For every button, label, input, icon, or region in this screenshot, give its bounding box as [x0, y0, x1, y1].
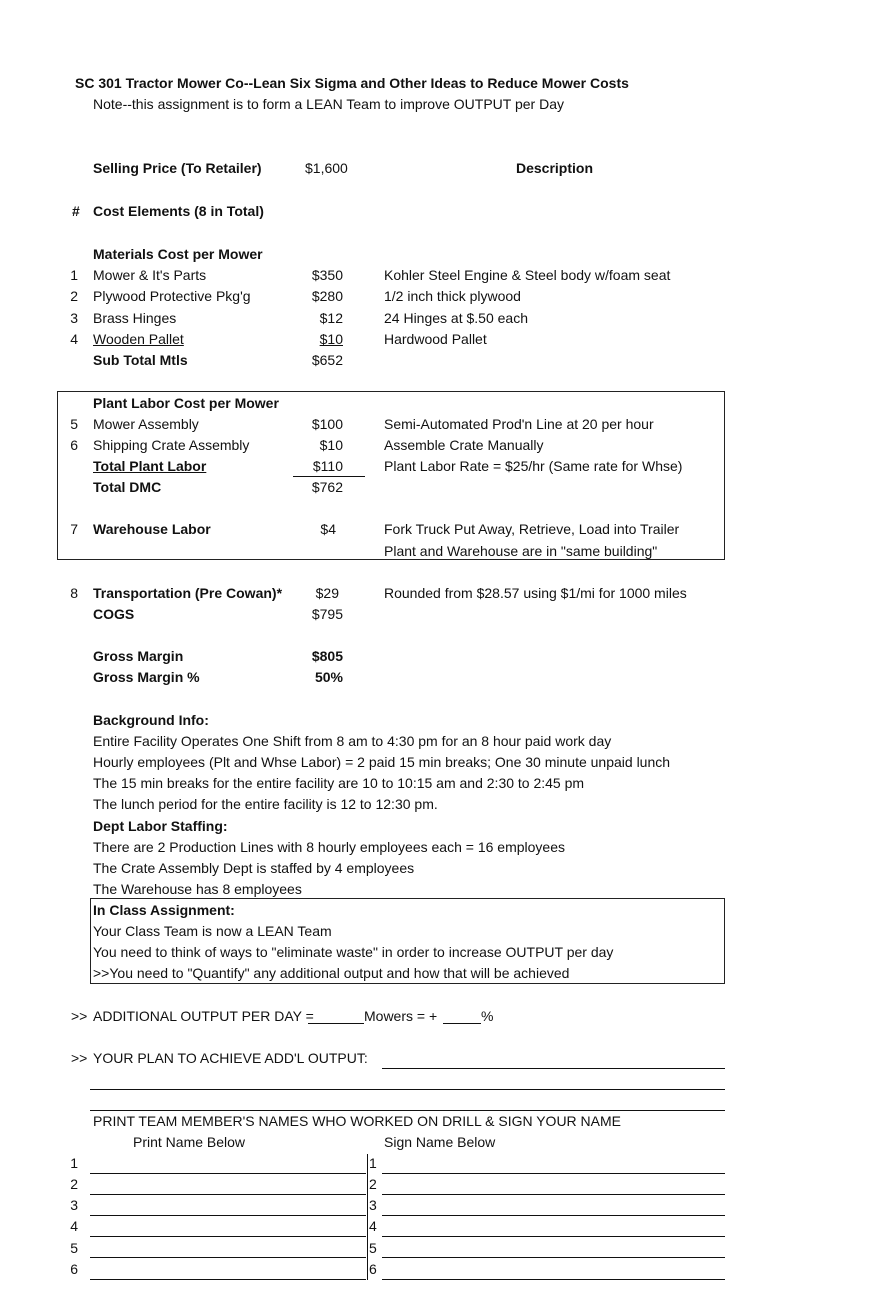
warehouse-labor-description: Fork Truck Put Away, Retrieve, Load into Trailer: [384, 521, 680, 537]
background-line: The lunch period for the entire facility is 12 to 12:30 pm.: [93, 796, 438, 812]
print-row-number: 5: [70, 1240, 78, 1256]
cost-item-label: Shipping Crate Assembly: [93, 437, 250, 453]
total-plant-labor-label: Total Plant Labor: [93, 458, 207, 474]
labor-header: Plant Labor Cost per Mower: [93, 395, 279, 411]
cost-item-description: 24 Hinges at $.50 each: [384, 310, 528, 326]
print-row-number: 1: [70, 1155, 78, 1171]
print-row-number: 2: [70, 1176, 78, 1192]
print-row-number: 6: [70, 1261, 78, 1277]
print-name-label: Print Name Below: [133, 1134, 246, 1150]
total-underline: [293, 476, 365, 477]
row-number: 3: [70, 310, 78, 326]
cost-item-label: Plywood Protective Pkg'g: [93, 288, 251, 304]
warehouse-labor-description-2: Plant and Warehouse are in "same building": [384, 543, 658, 559]
cost-item-value: $350: [311, 267, 343, 283]
sign-name-line[interactable]: [382, 1194, 725, 1195]
print-row-number: 4: [70, 1218, 78, 1234]
gross-margin-value: $805: [311, 648, 343, 664]
additional-output-label: ADDITIONAL OUTPUT PER DAY =: [93, 1008, 314, 1024]
gross-margin-label: Gross Margin: [93, 648, 184, 664]
plan-label: YOUR PLAN TO ACHIEVE ADD'L OUTPUT:: [93, 1050, 368, 1066]
row-number: 6: [70, 437, 78, 453]
page-note: Note--this assignment is to form a LEAN Team to improve OUTPUT per Day: [93, 96, 564, 112]
row-number: 7: [70, 521, 78, 537]
sign-name-line[interactable]: [382, 1173, 725, 1174]
background-line: The 15 min breaks for the entire facility are 10 to 10:15 am and 2:30 to 2:45 pm: [93, 775, 585, 791]
cost-item-value: $10: [319, 437, 343, 453]
description-header: Description: [516, 160, 594, 176]
row-number: 1: [70, 267, 78, 283]
print-name-line[interactable]: [90, 1215, 366, 1216]
sign-name-line[interactable]: [382, 1279, 725, 1280]
print-name-line[interactable]: [90, 1236, 366, 1237]
cost-elements-header: Cost Elements (8 in Total): [93, 203, 264, 219]
cogs-value: $795: [311, 606, 343, 622]
sign-row-number: 5: [369, 1240, 377, 1256]
sign-row-number: 4: [369, 1218, 377, 1234]
cost-item-label: Wooden Pallet: [93, 331, 184, 347]
plan-line[interactable]: [90, 1089, 725, 1090]
selling-price-value: $1,600: [305, 160, 348, 176]
transportation-label: Transportation (Pre Cowan)*: [93, 585, 283, 601]
staffing-line: The Warehouse has 8 employees: [93, 881, 302, 897]
cost-item-label: Brass Hinges: [93, 310, 177, 326]
print-name-line[interactable]: [90, 1194, 366, 1195]
background-line: Hourly employees (Plt and Whse Labor) = 2 paid 15 min breaks; One 30 minute unpaid lunch: [93, 754, 671, 770]
total-plant-labor-description: Plant Labor Rate = $25/hr (Same rate for Whse): [384, 458, 683, 474]
subtotal-materials-label: Sub Total Mtls: [93, 352, 188, 368]
warehouse-labor-value: $4: [320, 521, 336, 537]
assignment-line: >>You need to "Quantify" any additional output and how that will be achieved: [93, 965, 570, 981]
sign-row-number: 1: [369, 1155, 377, 1171]
hash-header: #: [72, 203, 80, 219]
plan-line[interactable]: [382, 1068, 725, 1069]
row-number: 2: [70, 288, 78, 304]
plan-line[interactable]: [90, 1110, 725, 1111]
sign-row-number: 2: [369, 1176, 377, 1192]
transportation-description: Rounded from $28.57 using $1/mi for 1000 miles: [384, 585, 687, 601]
percent-sign: %: [481, 1008, 494, 1024]
signature-divider: [367, 1154, 368, 1280]
page-title: SC 301 Tractor Mower Co--Lean Six Sigma and Other Ideas to Reduce Mower Costs: [75, 75, 629, 91]
signatures-header: PRINT TEAM MEMBER'S NAMES WHO WORKED ON DRILL & SIGN YOUR NAME: [93, 1113, 622, 1129]
cost-item-label: Mower Assembly: [93, 416, 199, 432]
additional-output-blank[interactable]: [308, 1023, 364, 1024]
gross-margin-pct-label: Gross Margin %: [93, 669, 200, 685]
staffing-header: Dept Labor Staffing:: [93, 818, 228, 834]
row-number: 4: [70, 331, 78, 347]
background-line: Entire Facility Operates One Shift from 8 am to 4:30 pm for an 8 hour paid work day: [93, 733, 612, 749]
cost-item-value: $100: [311, 416, 343, 432]
assignment-line: You need to think of ways to "eliminate waste" in order to increase OUTPUT per day: [93, 944, 614, 960]
warehouse-labor-label: Warehouse Labor: [93, 521, 211, 537]
cost-item-description: Hardwood Pallet: [384, 331, 487, 347]
total-plant-labor-value: $110: [312, 458, 343, 474]
sign-name-label: Sign Name Below: [384, 1134, 496, 1150]
total-dmc-value: $762: [311, 479, 343, 495]
cost-item-value: $10: [319, 331, 343, 347]
sign-row-number: 3: [369, 1197, 377, 1213]
staffing-line: There are 2 Production Lines with 8 hourly employees each = 16 employees: [93, 839, 565, 855]
percent-blank[interactable]: [443, 1023, 481, 1024]
cost-item-value: $12: [319, 310, 343, 326]
gross-margin-pct-value: 50%: [314, 669, 343, 685]
sign-name-line[interactable]: [382, 1215, 725, 1216]
selling-price-label: Selling Price (To Retailer): [93, 160, 262, 176]
cost-item-description: Semi-Automated Prod'n Line at 20 per hour: [384, 416, 654, 432]
print-name-line[interactable]: [90, 1173, 366, 1174]
print-row-number: 3: [70, 1197, 78, 1213]
cost-item-description: Kohler Steel Engine & Steel body w/foam seat: [384, 267, 671, 283]
cost-item-label: Mower & It's Parts: [93, 267, 207, 283]
output-prefix: >>: [71, 1008, 88, 1024]
sign-name-line[interactable]: [382, 1236, 725, 1237]
transportation-value: $29: [315, 585, 339, 601]
sign-name-line[interactable]: [382, 1257, 725, 1258]
total-dmc-label: Total DMC: [93, 479, 162, 495]
background-header: Background Info:: [93, 712, 209, 728]
cost-item-description: Assemble Crate Manually: [384, 437, 544, 453]
plan-prefix: >>: [71, 1050, 88, 1066]
assignment-header: In Class Assignment:: [93, 902, 235, 918]
row-number: 8: [70, 585, 78, 601]
cost-item-value: $280: [311, 288, 343, 304]
assignment-line: Your Class Team is now a LEAN Team: [93, 923, 332, 939]
cost-item-description: 1/2 inch thick plywood: [384, 288, 521, 304]
cogs-label: COGS: [93, 606, 135, 622]
mowers-label: Mowers = +: [364, 1008, 438, 1024]
print-name-line[interactable]: [90, 1279, 366, 1280]
sign-row-number: 6: [369, 1261, 377, 1277]
subtotal-materials-value: $652: [311, 352, 343, 368]
staffing-line: The Crate Assembly Dept is staffed by 4 employees: [93, 860, 415, 876]
materials-header: Materials Cost per Mower: [93, 246, 263, 262]
row-number: 5: [70, 416, 78, 432]
print-name-line[interactable]: [90, 1257, 366, 1258]
